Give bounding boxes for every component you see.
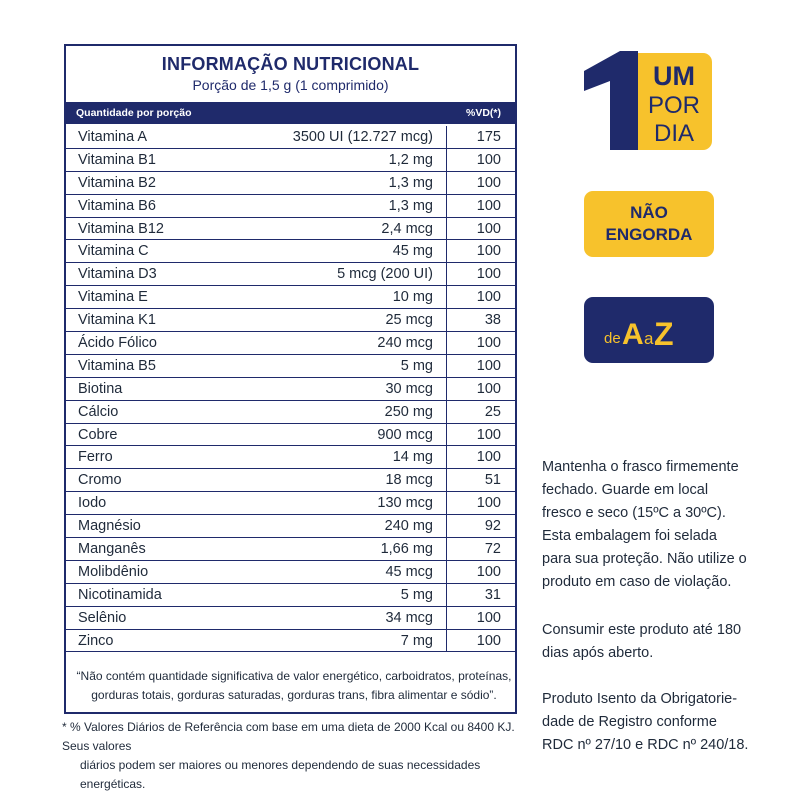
table-row [66, 630, 515, 653]
nutrient-quantity: 2,4 mcg [381, 220, 433, 237]
nutrient-quantity: 45 mcg [385, 563, 433, 580]
registration-line: RDC nº 27/10 e RDC nº 240/18. [542, 737, 749, 753]
table-row [66, 218, 515, 241]
nutrient-vd: 72 [484, 541, 501, 558]
table-row [66, 538, 515, 561]
column-divider [446, 355, 447, 377]
nutrient-name: Selênio [78, 609, 127, 626]
registration-line: Produto Isento da Obrigatorie- [542, 691, 738, 707]
badge-por-text: POR [647, 92, 701, 119]
nutrient-name: Vitamina K1 [78, 312, 156, 329]
table-row [66, 584, 515, 607]
nutrient-quantity: 10 mg [392, 289, 433, 306]
nutrient-vd: 100 [476, 357, 501, 374]
nutrient-quantity: 1,2 mg [388, 151, 433, 168]
nutrient-name: Manganês [78, 541, 146, 558]
nutrient-name: Cromo [78, 472, 122, 489]
nutrient-name: Vitamina B1 [78, 151, 156, 168]
table-header [66, 102, 515, 124]
storage-instructions [542, 456, 772, 594]
footnote-line2: diários podem ser maiores ou menores dependendo de suas necessidades energéticas. [80, 758, 481, 791]
nao-engorda-badge [584, 191, 714, 257]
nutrient-quantity: 1,3 mg [388, 174, 433, 191]
nutrient-vd: 100 [476, 220, 501, 237]
footnote-line1: * % Valores Diários de Referência com base em uma dieta de 2000 Kcal ou 8400 KJ. Seus valores [62, 720, 515, 753]
nutrient-name: Zinco [78, 632, 114, 649]
table-rows [66, 126, 515, 652]
table-row [66, 561, 515, 584]
nutrient-vd: 25 [484, 403, 501, 420]
column-divider [446, 309, 447, 331]
storage-line: Mantenha o frasco firmemente [542, 459, 739, 475]
column-divider [446, 378, 447, 400]
engorda-line2: ENGORDA [605, 225, 693, 244]
nutrient-quantity: 240 mcg [377, 335, 433, 352]
registration-line: dade de Registro conforme [542, 714, 717, 730]
column-divider [446, 469, 447, 491]
nutrient-name: Ferro [78, 449, 113, 466]
nutrient-vd: 100 [476, 563, 501, 580]
column-divider [446, 172, 447, 194]
nutrient-quantity: 7 mg [400, 632, 433, 649]
header-vd: %VD(*) [465, 107, 501, 119]
nutrient-vd: 100 [476, 289, 501, 306]
table-row [66, 607, 515, 630]
nutrient-quantity: 5 mg [400, 357, 433, 374]
column-divider [446, 492, 447, 514]
nutrient-vd: 38 [484, 312, 501, 329]
column-divider [446, 240, 447, 262]
nutrient-quantity: 5 mg [400, 586, 433, 603]
column-divider [446, 630, 447, 652]
column-divider [446, 607, 447, 629]
table-row [66, 149, 515, 172]
nutrient-name: Ácido Fólico [78, 335, 157, 352]
nutrient-quantity: 5 mcg (200 UI) [337, 266, 433, 283]
table-note-line1: “Não contém quantidade significativa de valor energético, carboidratos, proteínas, [76, 669, 512, 683]
table-row [66, 469, 515, 492]
nutrient-name: Vitamina B2 [78, 174, 156, 191]
nutrient-vd: 92 [484, 518, 501, 535]
nutrient-vd: 100 [476, 266, 501, 283]
table-row [66, 172, 515, 195]
storage-line: produto em caso de violação. [542, 574, 732, 590]
one-per-day-logo [582, 49, 714, 152]
nutrient-quantity: 18 mcg [385, 472, 433, 489]
az-z-text: Z [654, 316, 674, 352]
table-row [66, 492, 515, 515]
footnote [62, 718, 522, 794]
consume-instructions [542, 619, 772, 665]
column-divider [446, 332, 447, 354]
a-to-z-badge [584, 297, 714, 363]
column-divider [446, 286, 447, 308]
column-divider [446, 263, 447, 285]
nutrient-name: Molibdênio [78, 563, 149, 580]
column-divider [446, 401, 447, 423]
column-divider [446, 195, 447, 217]
table-row [66, 286, 515, 309]
table-note-line2: gorduras totais, gorduras saturadas, gorduras trans, fibra alimentar e sódio”. [91, 688, 497, 702]
a-to-z-logo [584, 297, 714, 363]
table-row [66, 378, 515, 401]
table-row [66, 355, 515, 378]
nutrient-vd: 100 [476, 449, 501, 466]
nutrient-name: Vitamina A [78, 129, 148, 145]
az-a-small-text: a [644, 329, 654, 348]
storage-line: fechado. Guarde em local [542, 482, 709, 498]
nutrient-vd: 100 [476, 426, 501, 443]
nutrient-vd: 51 [484, 472, 501, 489]
storage-line: Esta embalagem foi selada [542, 528, 717, 544]
nutrient-vd: 31 [484, 586, 501, 603]
table-subtitle: Porção de 1,5 g (1 comprimido) [192, 77, 389, 93]
nutrient-quantity: 1,3 mg [388, 197, 433, 214]
table-row [66, 309, 515, 332]
badge-dia-text: DIA [653, 120, 695, 147]
table-row [66, 446, 515, 469]
one-per-day-badge [582, 49, 714, 152]
nutrient-vd: 100 [476, 174, 501, 191]
az-de-text: de [604, 330, 621, 347]
table-note [74, 667, 514, 705]
nutrient-quantity: 130 mcg [377, 495, 433, 512]
nutrient-vd: 175 [476, 129, 501, 145]
nutrient-quantity: 30 mcg [385, 380, 433, 397]
engorda-line1: NÃO [630, 203, 668, 222]
nutrient-vd: 100 [476, 632, 501, 649]
nutrient-quantity: 240 mg [384, 518, 433, 535]
badge-um-text: UM [653, 61, 695, 91]
nutrient-name: Vitamina E [78, 289, 148, 306]
column-divider [446, 424, 447, 446]
nutrient-name: Cobre [78, 426, 118, 443]
table-row [66, 240, 515, 263]
nutrient-name: Biotina [78, 380, 123, 397]
nutrient-quantity: 45 mg [392, 243, 433, 260]
column-divider [446, 126, 447, 148]
nutrient-quantity: 14 mg [392, 449, 433, 466]
table-row [66, 126, 515, 149]
nutrient-vd: 100 [476, 243, 501, 260]
nutrient-name: Vitamina B12 [78, 220, 164, 237]
consume-line: dias após aberto. [542, 645, 654, 661]
nutrient-name: Nicotinamida [78, 586, 162, 603]
nutrient-quantity: 250 mg [384, 403, 433, 420]
table-title: INFORMAÇÃO NUTRICIONAL [161, 54, 420, 74]
column-divider [446, 149, 447, 171]
column-divider [446, 584, 447, 606]
table-row [66, 263, 515, 286]
nutrient-name: Vitamina B5 [78, 357, 156, 374]
nutrient-name: Vitamina C [78, 243, 149, 260]
registration-info [542, 688, 772, 757]
table-row [66, 195, 515, 218]
table-row [66, 424, 515, 447]
column-divider [446, 446, 447, 468]
consume-line: Consumir este produto até 180 [542, 622, 742, 638]
table-row [66, 332, 515, 355]
storage-line: fresco e seco (15ºC a 30ºC). [542, 505, 726, 521]
nutrient-quantity: 900 mcg [377, 426, 433, 443]
column-divider [446, 538, 447, 560]
nutrient-vd: 100 [476, 495, 501, 512]
column-divider [446, 515, 447, 537]
storage-line: para sua proteção. Não utilize o [542, 551, 747, 567]
nutrient-name: Cálcio [78, 403, 119, 420]
nutrient-quantity: 34 mcg [385, 609, 433, 626]
nutrient-vd: 100 [476, 380, 501, 397]
nutrient-vd: 100 [476, 609, 501, 626]
nutrient-name: Vitamina B6 [78, 197, 156, 214]
nutrient-name: Magnésio [78, 518, 141, 535]
nutrient-vd: 100 [476, 335, 501, 352]
nutrient-name: Vitamina D3 [78, 266, 157, 283]
nutrient-quantity: 3500 UI (12.727 mcg) [292, 129, 433, 145]
nutrient-name: Iodo [78, 495, 107, 512]
nutrient-quantity: 1,66 mg [380, 541, 433, 558]
nutrient-vd: 100 [476, 197, 501, 214]
column-divider [446, 218, 447, 240]
table-row [66, 515, 515, 538]
nutrition-table [64, 44, 517, 714]
nutrient-quantity: 25 mcg [385, 312, 433, 329]
nutrient-vd: 100 [476, 151, 501, 168]
az-a-text: A [622, 318, 644, 351]
table-row [66, 401, 515, 424]
column-divider [446, 561, 447, 583]
header-quantity: Quantidade por porção [76, 107, 192, 119]
